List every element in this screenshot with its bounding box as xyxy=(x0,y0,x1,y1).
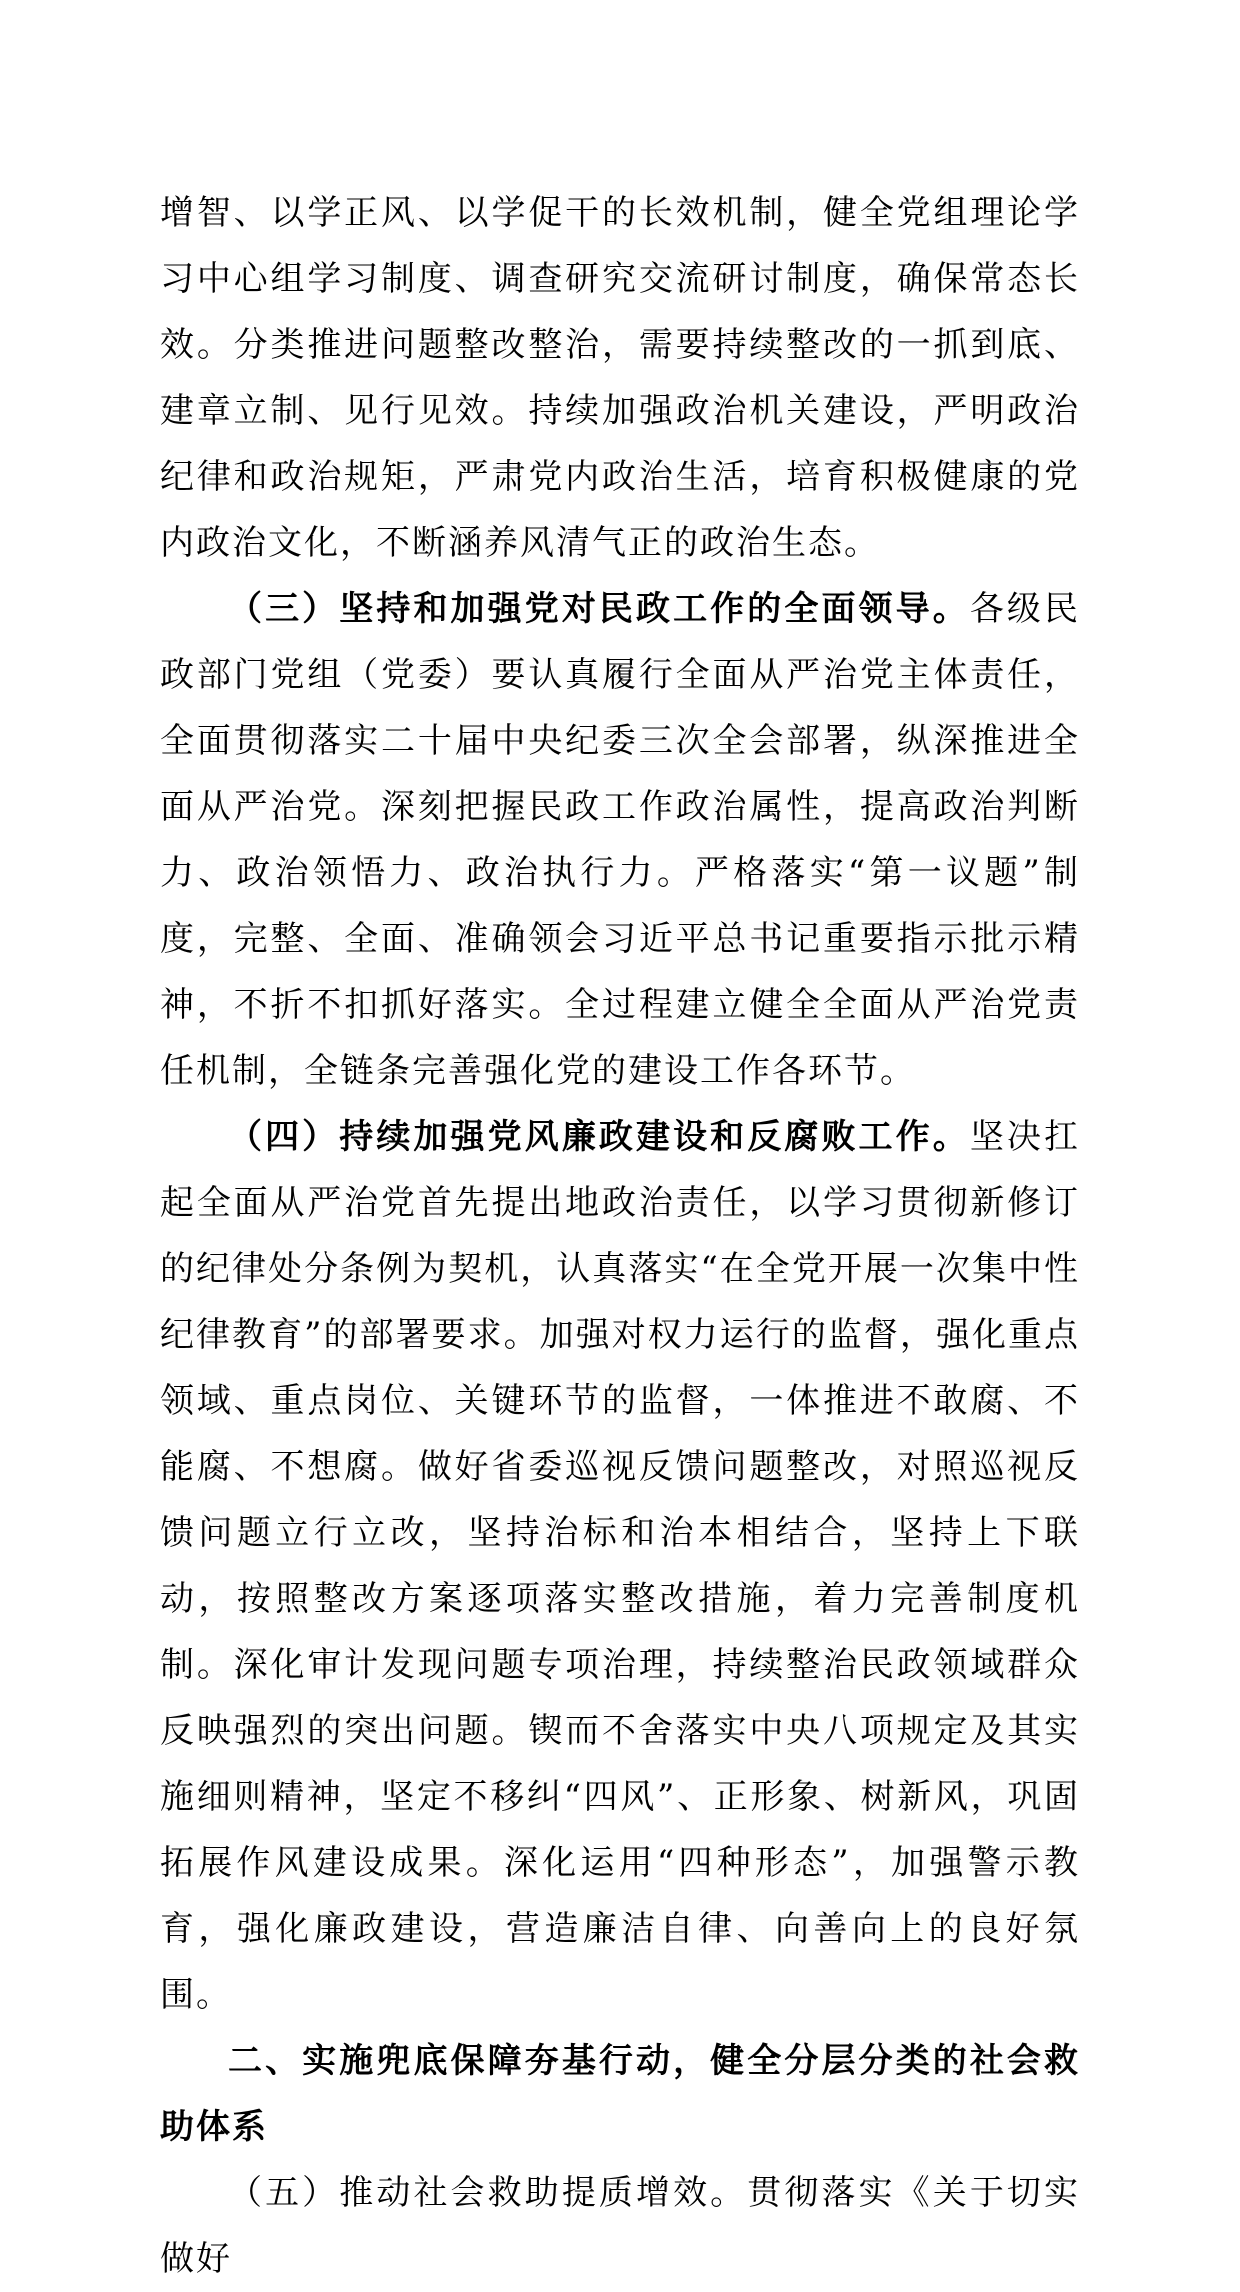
section-4-lead: （四）持续加强党风廉政建设和反腐败工作。 xyxy=(228,1117,970,1157)
paragraph-section-4 xyxy=(160,1104,1080,2028)
chapter-heading-2: 二、实施兜底保障夯基行动，健全分层分类的社会救助体系 xyxy=(160,2041,1080,2147)
paragraph-section-5: （五）推动社会救助提质增效。贯彻落实《关于切实做好 xyxy=(160,2173,1080,2279)
paragraph-continuation: 增智、以学正风、以学促干的长效机制，健全党组理论学习中心组学习制度、调查研究交流研讨制度，确保常态长效。分类推进问题整改整治，需要持续整改的一抓到底、建章立制、见行见效。持续加强政治机关建设，严明政治纪律和政治规矩，严肃党内政治生活，培育积极健康的党内政治文化，不断涵养风清气正的政治生态。 xyxy=(160,193,1080,563)
section-3-body: 各级民政部门党组（党委）要认真履行全面从严治党主体责任，全面贯彻落实二十届中央纪委三次全会部署，纵深推进全面从严治党。深刻把握民政工作政治属性，提高政治判断力、政治领悟力、政治执行力。严格落实“第一议题”制度，完整、全面、准确领会习近平总书记重要指示批示精神，不折不扣抓好落实。全过程建立健全全面从严治党责任机制，全链条完善强化党的建设工作各环节。 xyxy=(160,589,1081,1091)
document-page xyxy=(160,180,1080,2292)
paragraph-section-3 xyxy=(160,576,1080,1104)
section-3-lead: （三）坚持和加强党对民政工作的全面领导。 xyxy=(228,589,970,629)
section-4-body: 坚决扛起全面从严治党首先提出地政治责任，以学习贯彻新修订的纪律处分条例为契机，认真落实“在全党开展一次集中性纪律教育”的部署要求。加强对权力运行的监督，强化重点领域、重点岗位、关键环节的监督，一体推进不敢腐、不能腐、不想腐。做好省委巡视反馈问题整改，对照巡视反馈问题立行立改，坚持治标和治本相结合，坚持上下联动，按照整改方案逐项落实整改措施，着力完善制度机制。深化审计发现问题专项治理，持续整治民政领域群众反映强烈的突出问题。锲而不舍落实中央八项规定及其实施细则精神，坚定不移纠“四风”、正形象、树新风，巩固拓展作风建设成果。深化运用“四种形态”，加强警示教育，强化廉政建设，营造廉洁自律、向善向上的良好氛围。 xyxy=(160,1117,1081,2015)
